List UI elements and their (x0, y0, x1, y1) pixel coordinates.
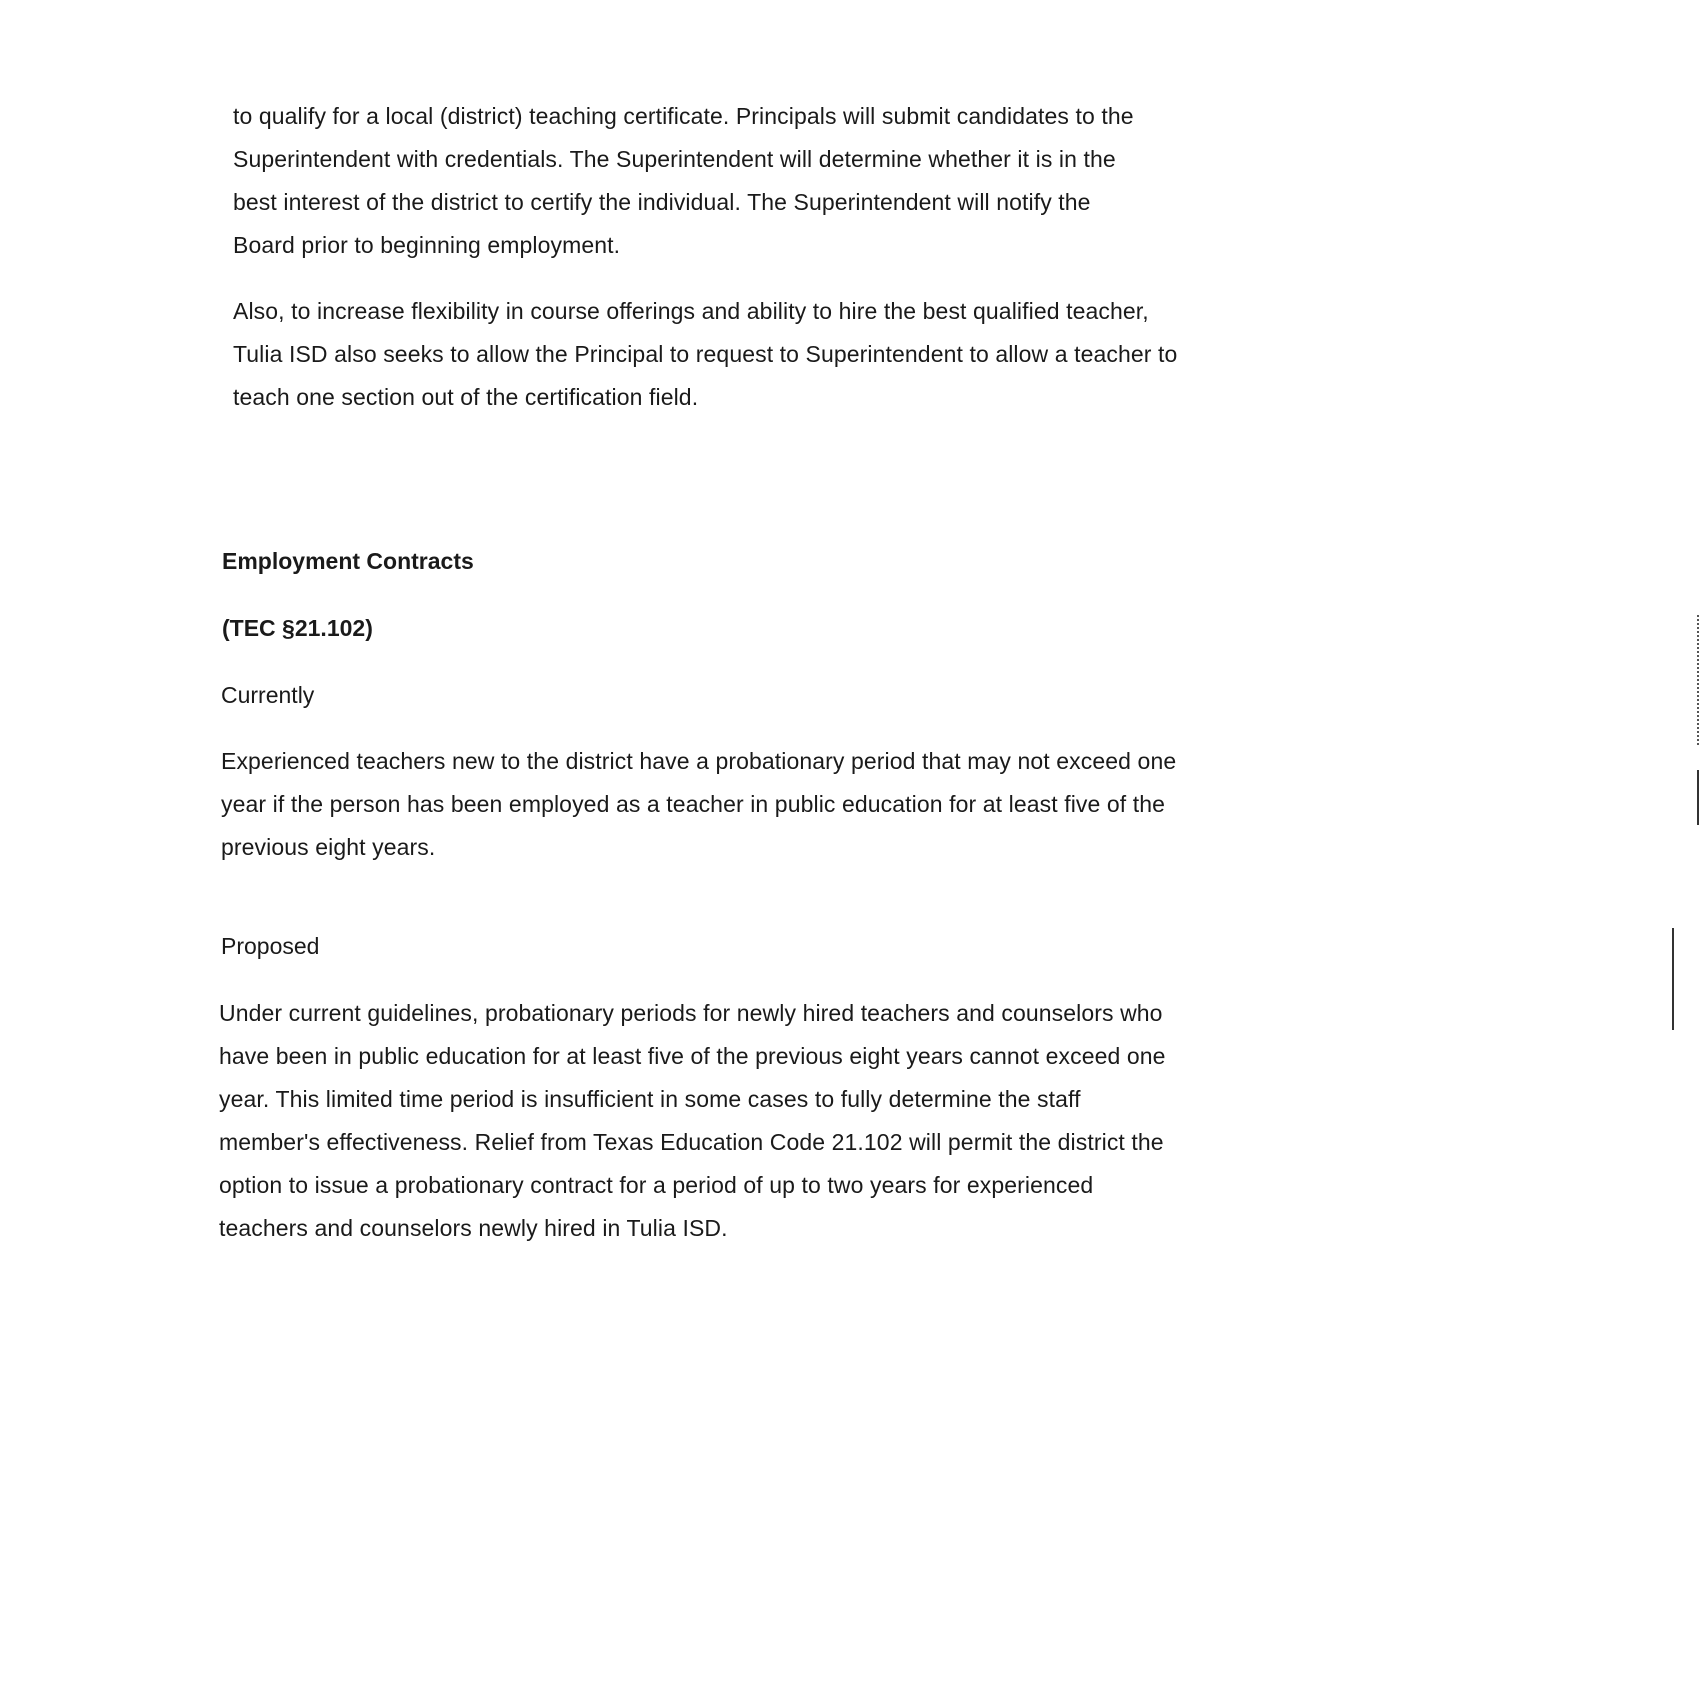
text-line: have been in public education for at least five of the previous eight years cannot exceed one (219, 1043, 1166, 1069)
revision-marker (1697, 770, 1699, 825)
revision-marker (1697, 615, 1699, 745)
revision-marker (1672, 928, 1674, 1030)
text-line: Superintendent with credentials. The Superintendent will determine whether it is in the (233, 146, 1116, 172)
text-line: to qualify for a local (district) teaching certificate. Principals will submit candidates to the (233, 103, 1134, 129)
text-line: option to issue a probationary contract for a period of up to two years for experienced (219, 1172, 1094, 1198)
text-line: best interest of the district to certify the individual. The Superintendent will notify the (233, 189, 1091, 215)
proposed-paragraph (219, 992, 1299, 1250)
currently-paragraph (221, 740, 1301, 869)
text-line: Board prior to beginning employment. (233, 232, 621, 258)
text-line: teach one section out of the certification field. (233, 384, 699, 410)
text-line: previous eight years. (221, 834, 436, 860)
intro-paragraph-1 (233, 95, 1313, 267)
text-line: year. This limited time period is insufficient in some cases to fully determine the staff (219, 1086, 1081, 1112)
section-title: Employment Contracts (222, 548, 474, 574)
text-line: Tulia ISD also seeks to allow the Principal to request to Superintendent to allow a teacher to (233, 341, 1178, 367)
intro-paragraph-2 (233, 290, 1313, 419)
text-line: Under current guidelines, probationary periods for newly hired teachers and counselors who (219, 1000, 1163, 1026)
text-line: teachers and counselors newly hired in Tulia ISD. (219, 1215, 728, 1241)
text-line: year if the person has been employed as a teacher in public education for at least five of the (221, 791, 1166, 817)
text-line: member's effectiveness. Relief from Texas Education Code 21.102 will permit the district the (219, 1129, 1164, 1155)
section-citation: (TEC §21.102) (222, 615, 373, 641)
currently-label: Currently (221, 682, 315, 708)
text-line: Also, to increase flexibility in course offerings and ability to hire the best qualified teacher, (233, 298, 1149, 324)
proposed-label: Proposed (221, 933, 320, 959)
text-line: Experienced teachers new to the district have a probationary period that may not exceed one (221, 748, 1177, 774)
